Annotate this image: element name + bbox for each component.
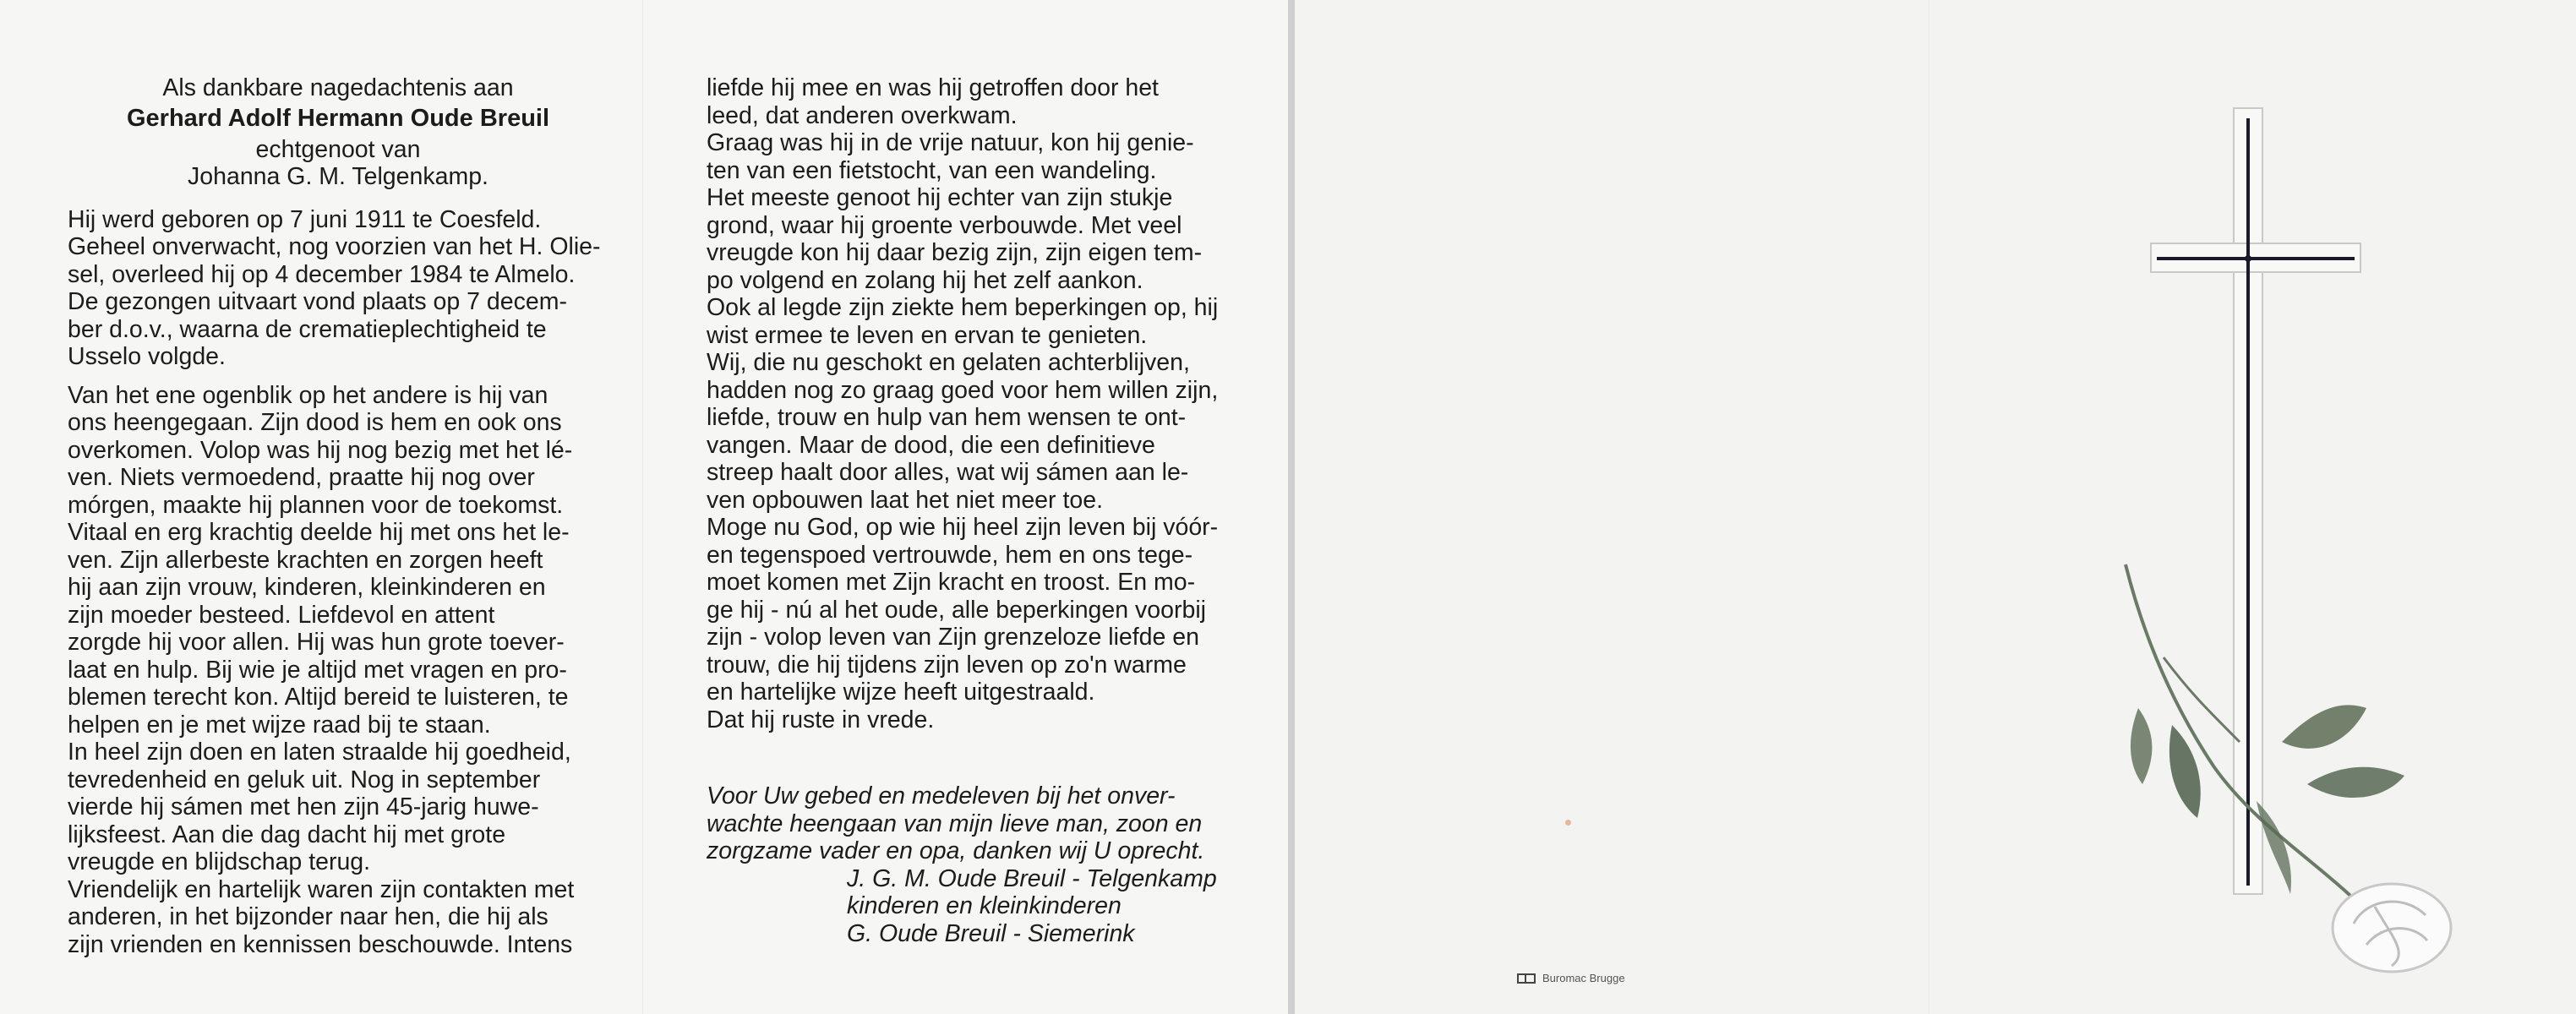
text-line: en tegenspoed vertrouwde, hem en ons tege- bbox=[707, 541, 1193, 569]
text-line: grond, waar hij groente verbouwde. Met veel bbox=[707, 211, 1182, 239]
tribute-paragraph bbox=[68, 382, 609, 959]
text-line: sel, overleed hij op 4 december 1984 te Almelo. bbox=[68, 260, 576, 288]
text-line: Vriendelijk en hartelijk waren zijn contakten met bbox=[68, 875, 575, 903]
text-line: vreugde kon hij daar bezig zijn, zijn eigen tem- bbox=[707, 239, 1203, 266]
text-line: vierde hij sámen met hen zijn 45-jarig huwe- bbox=[68, 793, 539, 820]
text-line: vangen. Maar de dood, die een definitieve bbox=[707, 431, 1155, 459]
text-line: ten van een fietstocht, van een wandeling. bbox=[707, 156, 1157, 184]
page-right bbox=[707, 0, 1242, 947]
tribute-continued bbox=[707, 74, 1242, 733]
text-line: Moge nu God, op wie hij heel zijn leven bij vóór- bbox=[707, 514, 1219, 541]
text-line: hij aan zijn vrouw, kinderen, kleinkinderen en bbox=[68, 574, 546, 601]
signatures bbox=[707, 865, 1242, 948]
text-line: po volgend en zolang hij het zelf aankon. bbox=[707, 266, 1143, 294]
text-line: In heel zijn doen en laten straalde hij goedheid, bbox=[68, 739, 571, 766]
text-line: vreugde en blijdschap terug. bbox=[68, 848, 371, 875]
text-line: Usselo volgde. bbox=[68, 343, 226, 370]
paper-speck bbox=[1565, 820, 1571, 826]
text-line: overkomen. Volop was hij nog bezig met het lé- bbox=[68, 436, 573, 464]
page-left bbox=[68, 0, 609, 958]
text-line: J. G. M. Oude Breuil - Telgenkamp bbox=[847, 864, 1217, 892]
text-line: Voor Uw gebed en medeleven bij het onver- bbox=[707, 782, 1176, 810]
text-line: blemen terecht kon. Altijd bereid te luisteren, te bbox=[68, 684, 569, 711]
text-line: tevredenheid en geluk uit. Nog in september bbox=[68, 766, 541, 793]
text-line: liefde, trouw en hulp van hem wensen te ont- bbox=[707, 404, 1187, 431]
text-line: mórgen, maakte hij plannen voor de toekomst. bbox=[68, 491, 564, 519]
text-line: zijn - volop leven van Zijn grenzeloze liefde en bbox=[707, 624, 1199, 651]
text-line: lijksfeest. Aan die dag dacht hij met grote bbox=[68, 820, 506, 848]
text-line: liefde hij mee en was hij getroffen door het bbox=[707, 74, 1159, 101]
text-line: hadden nog zo graag goed voor hem willen zijn, bbox=[707, 376, 1219, 404]
text-line: Van het ene ogenblik op het andere is hij van bbox=[68, 381, 548, 409]
text-line: De gezongen uitvaart vond plaats op 7 decem- bbox=[68, 288, 567, 315]
text-line: Ook al legde zijn ziekte hem beperkingen op, hij bbox=[707, 294, 1219, 321]
text-line: Geheel onverwacht, nog voorzien van het H. Olie- bbox=[68, 233, 601, 260]
text-line: ven. Zijn allerbeste krachten en zorgen heeft bbox=[68, 546, 543, 574]
printer-logo-icon bbox=[1517, 973, 1536, 984]
text-line: Wij, die nu geschokt en gelaten achterblijven, bbox=[707, 349, 1190, 376]
text-line: anderen, in het bijzonder naar hen, die hij als bbox=[68, 903, 548, 930]
text-line: G. Oude Breuil - Siemerink bbox=[847, 919, 1135, 947]
text-line: ge hij - nú al het oude, alle beperkingen voorbij bbox=[707, 596, 1206, 624]
text-line: leed, dat anderen overkwam. bbox=[707, 101, 1018, 129]
text-line: zijn vrienden en kennissen beschouwde. Intens bbox=[68, 930, 573, 958]
text-line: Het meeste genoot hij echter van zijn stukje bbox=[707, 184, 1173, 211]
text-line: ven. Niets vermoedend, praatte hij nog over bbox=[68, 464, 535, 491]
text-line: kinderen en kleinkinderen bbox=[847, 892, 1122, 919]
text-line: Vitaal en erg krachtig deelde hij met ons het le- bbox=[68, 519, 570, 546]
printer-name: Buromac Brugge bbox=[1542, 972, 1625, 984]
text-line: streep haalt door alles, wat wij sámen aan le- bbox=[707, 459, 1189, 486]
printer-imprint bbox=[1517, 972, 1625, 984]
text-line: helpen en je met wijze raad bij te staan. bbox=[68, 711, 491, 739]
text-line: laat en hulp. Bij wie je altijd met vragen en pro- bbox=[68, 656, 567, 684]
text-line: zorgzame vader en opa, danken wij U oprecht. bbox=[707, 837, 1205, 864]
biography-paragraph bbox=[68, 206, 609, 371]
text-line: zorgde hij voor allen. Hij was hun grote toever- bbox=[68, 629, 565, 656]
spouse-label: echtgenoot van bbox=[255, 135, 421, 163]
text-line: moet komen met Zijn kracht en troost. En mo- bbox=[707, 569, 1196, 596]
text-line: ons heengegaan. Zijn dood is hem en ook ons bbox=[68, 409, 562, 436]
text-line: ven opbouwen laat het niet meer toe. bbox=[707, 486, 1103, 514]
deceased-name: Gerhard Adolf Hermann Oude Breuil bbox=[126, 104, 550, 132]
text-line: wist ermee te leven en ervan te genieten. bbox=[707, 321, 1148, 349]
fold-line bbox=[1929, 0, 1930, 1014]
fold-line bbox=[642, 0, 644, 1014]
text-line: zijn moeder besteed. Liefdevol en attent bbox=[68, 601, 495, 629]
text-line: ber d.o.v., waarna de crematieplechtigheid te bbox=[68, 315, 547, 343]
intro-line: Als dankbare nagedachtenis aan bbox=[162, 74, 514, 101]
text-line: trouw, die hij tijdens zijn leven op zo'n warme bbox=[707, 651, 1187, 679]
text-line: Dat hij ruste in vrede. bbox=[707, 706, 935, 733]
text-line: Graag was hij in de vrije natuur, kon hij genie- bbox=[707, 129, 1194, 156]
cross-with-rose-icon bbox=[2113, 100, 2468, 987]
spouse-name: Johanna G. M. Telgenkamp. bbox=[188, 163, 488, 190]
text-line: en hartelijke wijze heeft uitgestraald. bbox=[707, 679, 1095, 706]
text-line: wachte heengaan van mijn lieve man, zoon en bbox=[707, 810, 1203, 837]
thanks-text bbox=[707, 782, 1242, 865]
text-line: Hij werd geboren op 7 juni 1911 te Coesfeld. bbox=[68, 205, 542, 233]
